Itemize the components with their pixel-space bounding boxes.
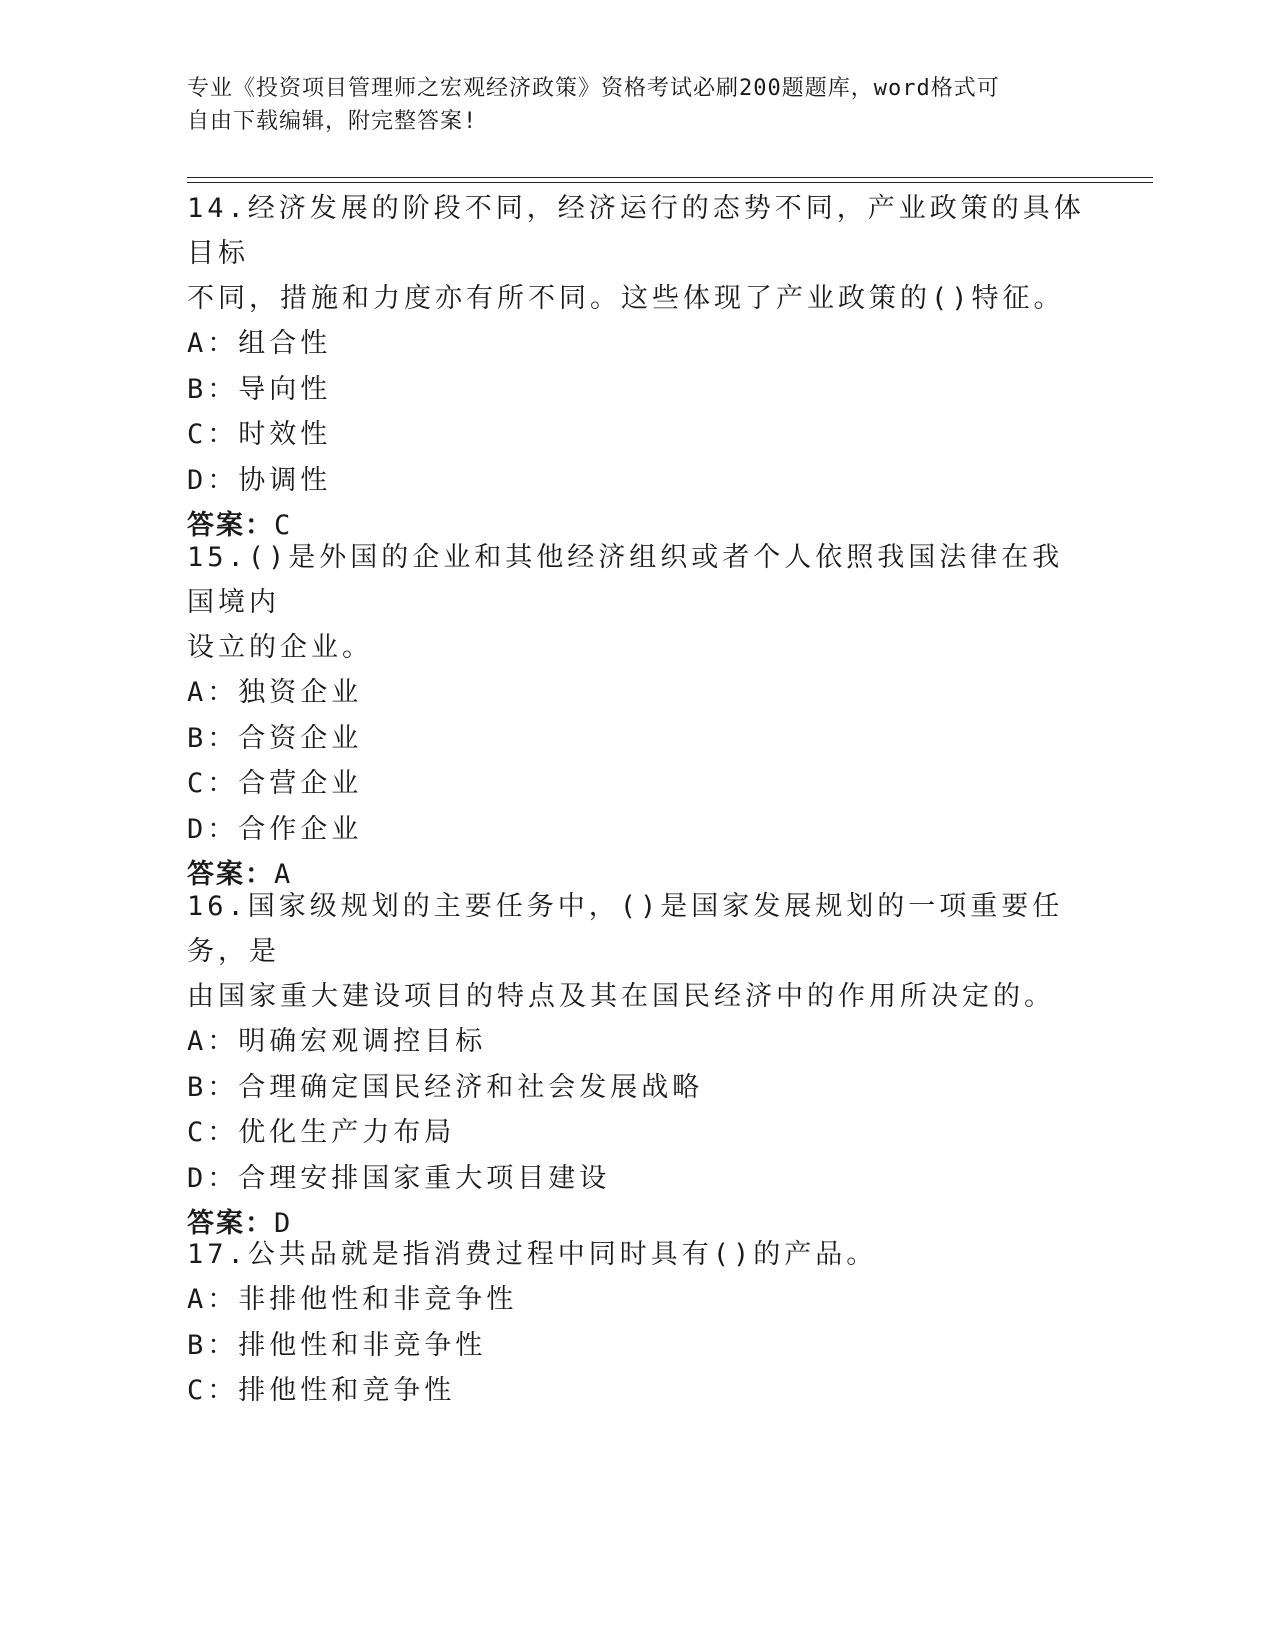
answer-label: 答案： — [187, 1208, 274, 1239]
option-a: A：非排他性和非竞争性 — [187, 1284, 518, 1315]
question-16 — [187, 884, 1087, 1246]
question-text-line: 不同，措施和力度亦有所不同。这些体现了产业政策的()特征。 — [187, 283, 1065, 314]
question-14 — [187, 186, 1087, 548]
question-17 — [187, 1232, 1087, 1414]
question-text-line: 设立的企业。 — [187, 632, 373, 663]
option-c: C：合营企业 — [187, 768, 363, 799]
header-divider-bottom — [187, 182, 1153, 183]
answer-value: A — [274, 859, 293, 890]
option-b: B：排他性和非竞争性 — [187, 1329, 487, 1361]
answer-value: C — [274, 510, 293, 541]
header-divider-top — [187, 177, 1153, 178]
header-line-1: 专业《投资项目管理师之宏观经济政策》资格考试必刷200题题库，word格式可 — [187, 76, 1000, 101]
option-b: B：合资企业 — [187, 722, 363, 754]
option-c: C：排他性和竞争性 — [187, 1375, 456, 1406]
option-c: C：时效性 — [187, 419, 332, 450]
answer-label: 答案： — [187, 510, 274, 541]
option-d: D：协调性 — [187, 464, 332, 496]
question-15 — [187, 535, 1087, 897]
answer-value: D — [274, 1208, 293, 1239]
option-c: C：优化生产力布局 — [187, 1117, 456, 1148]
question-text-line: 15.()是外国的企业和其他经济组织或者个人依照我国法律在我国境内 — [187, 542, 1064, 618]
question-text-line: 16.国家级规划的主要任务中，()是国家发展规划的一项重要任务，是 — [187, 891, 1064, 967]
option-d: D：合作企业 — [187, 813, 363, 845]
option-a: A：独资企业 — [187, 677, 363, 708]
document-header — [187, 72, 1067, 138]
answer-label: 答案： — [187, 859, 274, 890]
option-b: B：合理确定国民经济和社会发展战略 — [187, 1071, 704, 1103]
option-a: A：明确宏观调控目标 — [187, 1026, 487, 1057]
question-text-line: 由国家重大建设项目的特点及其在国民经济中的作用所决定的。 — [187, 981, 1055, 1012]
option-a: A：组合性 — [187, 328, 332, 359]
option-b: B：导向性 — [187, 373, 332, 405]
option-d: D：合理安排国家重大项目建设 — [187, 1162, 611, 1194]
question-text-line: 17.公共品就是指消费过程中同时具有()的产品。 — [187, 1239, 878, 1270]
header-line-2: 自由下载编辑，附完整答案! — [187, 109, 478, 134]
question-text-line: 14.经济发展的阶段不同，经济运行的态势不同，产业政策的具体目标 — [187, 193, 1085, 269]
